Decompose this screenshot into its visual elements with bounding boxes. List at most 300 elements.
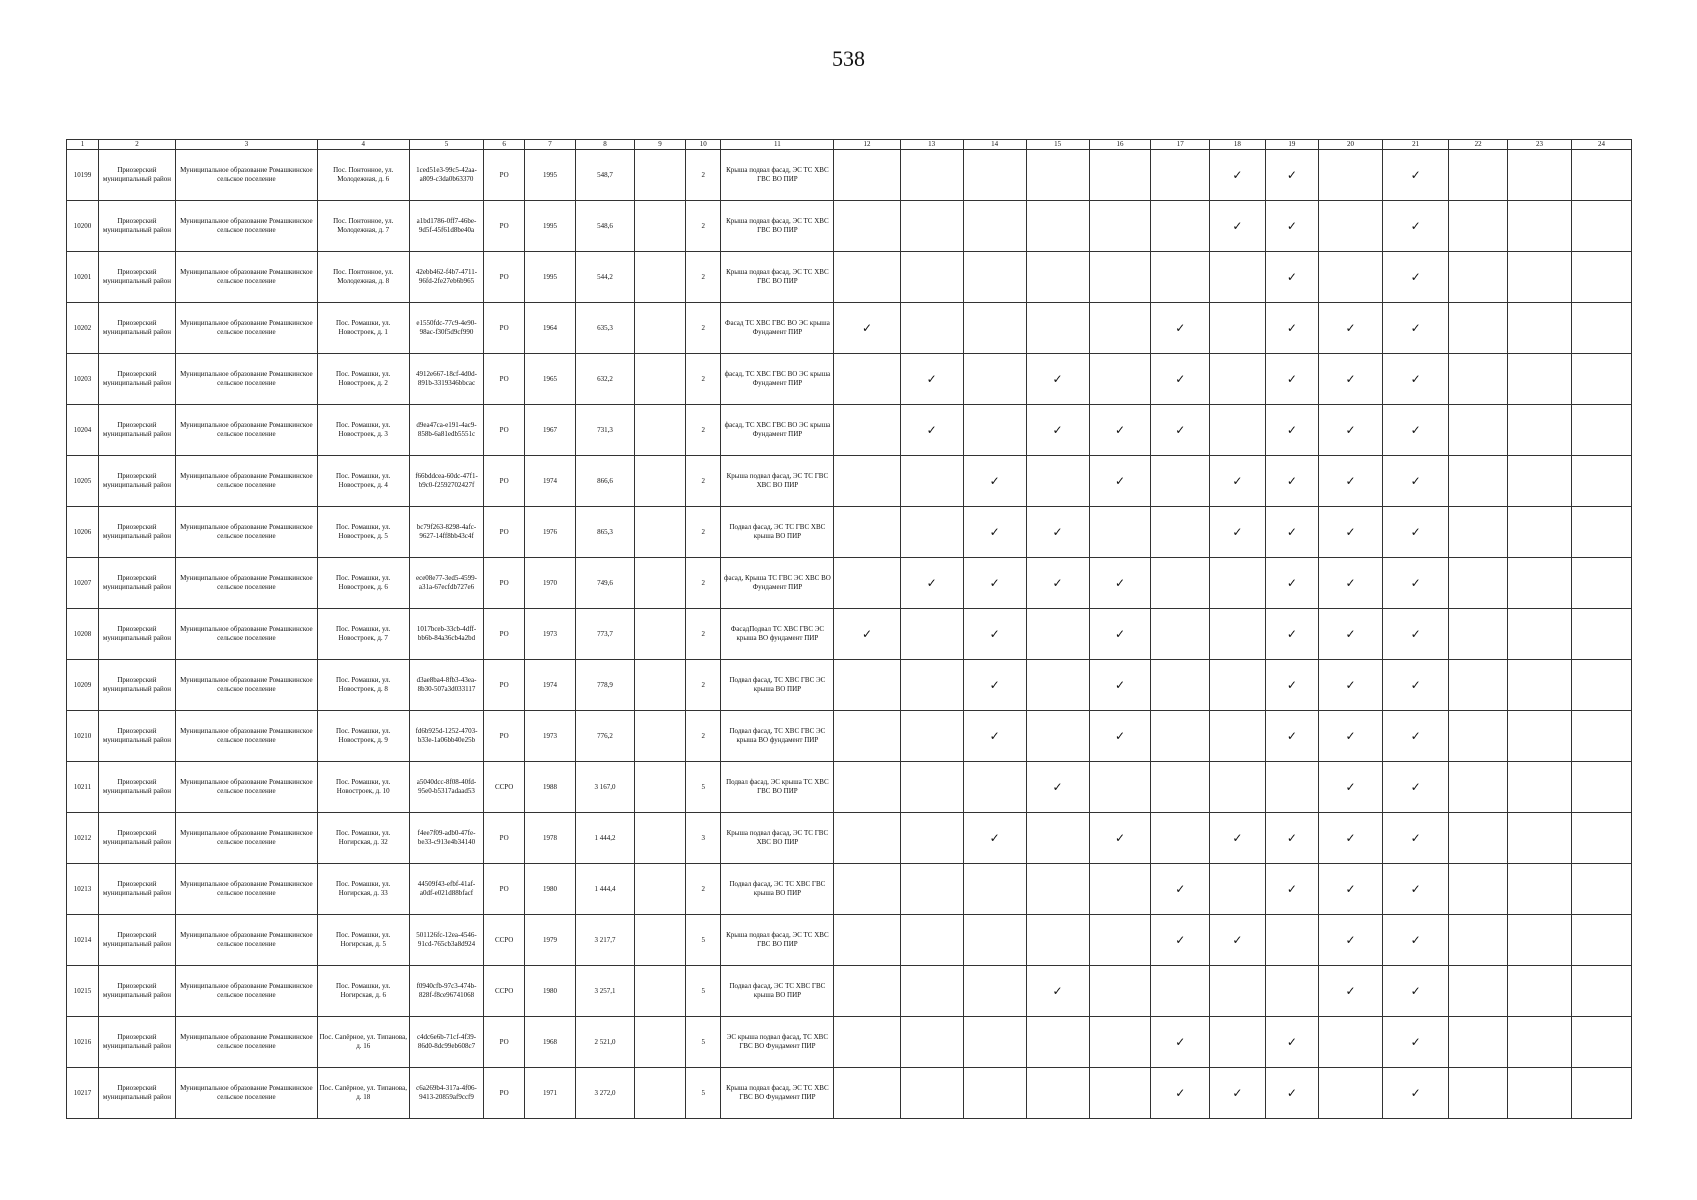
checkmark-icon: ✓ xyxy=(1052,779,1063,794)
check-cell-col-18 xyxy=(1210,660,1266,711)
district-cell: Приозерский муниципальный район xyxy=(99,915,176,966)
guid-cell: bc79f263-8298-4afc-9627-14ff8bb43c4f xyxy=(409,507,484,558)
check-cell-col-24 xyxy=(1572,660,1632,711)
guid-cell: 1017bceb-33cb-4dff-bb6b-84a36cb4a2bd xyxy=(409,609,484,660)
checkmark-icon: ✓ xyxy=(1410,524,1421,539)
check-cell-col-19 xyxy=(1265,1068,1318,1119)
guid-cell: f0940cfb-97c3-474b-828f-f8ce96741068 xyxy=(409,966,484,1017)
works-cell: Подвал фасад, ТС ХВС ГВС ЭС крыша ВО фундамент ПИР xyxy=(721,711,834,762)
check-cell-col-12 xyxy=(834,966,900,1017)
check-cell-col-13 xyxy=(900,303,963,354)
row-id-cell: 10217 xyxy=(67,1068,99,1119)
checkmark-icon: ✓ xyxy=(1410,626,1421,641)
guid-cell: a1bd1786-0ff7-46be-9d5f-45f61d8be40a xyxy=(409,201,484,252)
check-cell-col-16 xyxy=(1089,864,1151,915)
guid-cell: d3ae8ba4-8fb3-43ea-8b30-507a3d033117 xyxy=(409,660,484,711)
check-cell-col-20 xyxy=(1319,1068,1383,1119)
floors-cell: 2 xyxy=(686,864,721,915)
check-cell-col-21 xyxy=(1383,303,1449,354)
check-cell-col-13 xyxy=(900,660,963,711)
check-cell-col-22 xyxy=(1449,609,1508,660)
year-cell: 1988 xyxy=(524,762,575,813)
guid-cell: ece08e77-3ed5-4599-a31a-67ecfdb727e6 xyxy=(409,558,484,609)
check-cell-col-21 xyxy=(1383,1017,1449,1068)
address-cell: Пос. Ромашки, ул. Ногирская, д. 32 xyxy=(317,813,409,864)
checkmark-icon: ✓ xyxy=(1345,422,1356,437)
check-cell-col-21 xyxy=(1383,711,1449,762)
column-9-cell xyxy=(634,201,685,252)
checkmark-icon: ✓ xyxy=(1232,1085,1243,1100)
works-cell: Крыша подвал фасад, ЭС ТС ГВС ХВС ВО ПИР xyxy=(721,456,834,507)
check-cell-col-21 xyxy=(1383,354,1449,405)
table-row xyxy=(67,915,1632,966)
checkmark-icon: ✓ xyxy=(1286,626,1297,641)
works-cell: фасад, ТС ХВС ГВС ВО ЭС крыша Фундамент ПИР xyxy=(721,405,834,456)
column-9-cell xyxy=(634,966,685,1017)
works-cell: Крыша подвал фасад, ЭС ТС ХВС ГВС ВО ПИР xyxy=(721,201,834,252)
check-cell-col-17 xyxy=(1151,1068,1210,1119)
check-cell-col-16 xyxy=(1089,507,1151,558)
table-row xyxy=(67,150,1632,201)
year-cell: 1967 xyxy=(524,405,575,456)
year-cell: 1974 xyxy=(524,660,575,711)
check-cell-col-20 xyxy=(1319,507,1383,558)
check-cell-col-20 xyxy=(1319,150,1383,201)
check-cell-col-17 xyxy=(1151,966,1210,1017)
checkmark-icon: ✓ xyxy=(1232,830,1243,845)
check-cell-col-17 xyxy=(1151,354,1210,405)
check-cell-col-12 xyxy=(834,762,900,813)
check-cell-col-15 xyxy=(1026,1068,1089,1119)
check-cell-col-15 xyxy=(1026,1017,1089,1068)
column-number-13: 13 xyxy=(900,140,963,150)
check-cell-col-14 xyxy=(963,150,1026,201)
district-cell: Приозерский муниципальный район xyxy=(99,456,176,507)
area-cell: 635,3 xyxy=(576,303,635,354)
column-number-19: 19 xyxy=(1265,140,1318,150)
column-9-cell xyxy=(634,405,685,456)
check-cell-col-22 xyxy=(1449,456,1508,507)
row-id-cell: 10212 xyxy=(67,813,99,864)
check-cell-col-14 xyxy=(963,966,1026,1017)
checkmark-icon: ✓ xyxy=(1345,830,1356,845)
checkmark-icon: ✓ xyxy=(989,677,1000,692)
row-id-cell: 10210 xyxy=(67,711,99,762)
area-cell: 548,6 xyxy=(576,201,635,252)
column-number-1: 1 xyxy=(67,140,99,150)
check-cell-col-21 xyxy=(1383,966,1449,1017)
check-cell-col-19 xyxy=(1265,507,1318,558)
works-cell: Крыша подвал фасад, ЭС ТС ХВС ГВС ВО ПИР xyxy=(721,252,834,303)
table-row xyxy=(67,1068,1632,1119)
check-cell-col-21 xyxy=(1383,1068,1449,1119)
check-cell-col-24 xyxy=(1572,915,1632,966)
municipality-cell: Муниципальное образование Ромашкинское сельское поселение xyxy=(175,507,317,558)
check-cell-col-18 xyxy=(1210,405,1266,456)
check-cell-col-16 xyxy=(1089,1068,1151,1119)
check-cell-col-16 xyxy=(1089,813,1151,864)
check-cell-col-14 xyxy=(963,507,1026,558)
check-cell-col-17 xyxy=(1151,813,1210,864)
checkmark-icon: ✓ xyxy=(1410,983,1421,998)
check-cell-col-15 xyxy=(1026,456,1089,507)
area-cell: 773,7 xyxy=(576,609,635,660)
column-9-cell xyxy=(634,864,685,915)
page-number: 538 xyxy=(832,46,865,71)
district-cell: Приозерский муниципальный район xyxy=(99,711,176,762)
floors-cell: 2 xyxy=(686,507,721,558)
table-row xyxy=(67,558,1632,609)
check-cell-col-18 xyxy=(1210,507,1266,558)
check-cell-col-17 xyxy=(1151,609,1210,660)
check-cell-col-24 xyxy=(1572,150,1632,201)
check-cell-col-17 xyxy=(1151,405,1210,456)
check-cell-col-21 xyxy=(1383,150,1449,201)
check-cell-col-16 xyxy=(1089,201,1151,252)
check-cell-col-13 xyxy=(900,150,963,201)
check-cell-col-22 xyxy=(1449,711,1508,762)
check-cell-col-13 xyxy=(900,252,963,303)
type-cell: РО xyxy=(484,1068,525,1119)
column-number-22: 22 xyxy=(1449,140,1508,150)
column-number-16: 16 xyxy=(1089,140,1151,150)
checkmark-icon: ✓ xyxy=(1286,575,1297,590)
floors-cell: 2 xyxy=(686,150,721,201)
guid-cell: f4ee7f09-adb0-47fe-be33-c913e4b34140 xyxy=(409,813,484,864)
check-cell-col-23 xyxy=(1507,609,1571,660)
row-id-cell: 10214 xyxy=(67,915,99,966)
address-cell: Пос. Ромашки, ул. Ногирская, д. 6 xyxy=(317,966,409,1017)
check-cell-col-21 xyxy=(1383,456,1449,507)
checkmark-icon: ✓ xyxy=(1286,728,1297,743)
row-id-cell: 10215 xyxy=(67,966,99,1017)
column-number-14: 14 xyxy=(963,140,1026,150)
type-cell: РО xyxy=(484,201,525,252)
checkmark-icon: ✓ xyxy=(1345,626,1356,641)
check-cell-col-13 xyxy=(900,1017,963,1068)
check-cell-col-23 xyxy=(1507,201,1571,252)
column-number-10: 10 xyxy=(686,140,721,150)
year-cell: 1978 xyxy=(524,813,575,864)
check-cell-col-15 xyxy=(1026,303,1089,354)
check-cell-col-20 xyxy=(1319,252,1383,303)
check-cell-col-20 xyxy=(1319,711,1383,762)
checkmark-icon: ✓ xyxy=(1114,575,1126,590)
column-9-cell xyxy=(634,762,685,813)
check-cell-col-17 xyxy=(1151,201,1210,252)
check-cell-col-13 xyxy=(900,405,963,456)
municipality-cell: Муниципальное образование Ромашкинское сельское поселение xyxy=(175,711,317,762)
year-cell: 1973 xyxy=(524,609,575,660)
checkmark-icon: ✓ xyxy=(1114,422,1126,437)
checkmark-icon: ✓ xyxy=(1114,473,1126,488)
column-9-cell xyxy=(634,507,685,558)
check-cell-col-16 xyxy=(1089,915,1151,966)
district-cell: Приозерский муниципальный район xyxy=(99,864,176,915)
column-number-4: 4 xyxy=(317,140,409,150)
check-cell-col-13 xyxy=(900,915,963,966)
checkmark-icon: ✓ xyxy=(1345,371,1356,386)
municipality-cell: Муниципальное образование Ромашкинское сельское поселение xyxy=(175,303,317,354)
check-cell-col-13 xyxy=(900,507,963,558)
checkmark-icon: ✓ xyxy=(1345,320,1356,335)
registry-table xyxy=(66,139,1632,1119)
check-cell-col-22 xyxy=(1449,762,1508,813)
checkmark-icon: ✓ xyxy=(1410,932,1421,947)
address-cell: Пос. Ромашки, ул. Новостроек, д. 10 xyxy=(317,762,409,813)
check-cell-col-20 xyxy=(1319,813,1383,864)
floors-cell: 3 xyxy=(686,813,721,864)
check-cell-col-24 xyxy=(1572,303,1632,354)
check-cell-col-15 xyxy=(1026,915,1089,966)
check-cell-col-13 xyxy=(900,456,963,507)
row-id-cell: 10203 xyxy=(67,354,99,405)
check-cell-col-17 xyxy=(1151,252,1210,303)
address-cell: Пос. Ромашки, ул. Новостроек, д. 7 xyxy=(317,609,409,660)
area-cell: 632,2 xyxy=(576,354,635,405)
check-cell-col-18 xyxy=(1210,915,1266,966)
check-cell-col-16 xyxy=(1089,354,1151,405)
check-cell-col-23 xyxy=(1507,966,1571,1017)
table-row xyxy=(67,1017,1632,1068)
checkmark-icon: ✓ xyxy=(1286,320,1297,335)
works-cell: Подвал фасад, ЭС ТС ГВС ХВС крыша ВО ПИР xyxy=(721,507,834,558)
municipality-cell: Муниципальное образование Ромашкинское сельское поселение xyxy=(175,252,317,303)
check-cell-col-19 xyxy=(1265,558,1318,609)
district-cell: Приозерский муниципальный район xyxy=(99,405,176,456)
type-cell: РО xyxy=(484,864,525,915)
check-cell-col-14 xyxy=(963,609,1026,660)
checkmark-icon: ✓ xyxy=(1410,218,1421,233)
check-cell-col-14 xyxy=(963,252,1026,303)
floors-cell: 5 xyxy=(686,966,721,1017)
check-cell-col-13 xyxy=(900,558,963,609)
checkmark-icon: ✓ xyxy=(1175,932,1186,947)
check-cell-col-16 xyxy=(1089,966,1151,1017)
area-cell: 776,2 xyxy=(576,711,635,762)
check-cell-col-24 xyxy=(1572,456,1632,507)
municipality-cell: Муниципальное образование Ромашкинское сельское поселение xyxy=(175,966,317,1017)
row-id-cell: 10207 xyxy=(67,558,99,609)
guid-cell: 42ebb462-f4b7-4711-96fd-2fe27eb6b965 xyxy=(409,252,484,303)
checkmark-icon: ✓ xyxy=(1345,524,1356,539)
check-cell-col-21 xyxy=(1383,864,1449,915)
floors-cell: 5 xyxy=(686,762,721,813)
year-cell: 1995 xyxy=(524,201,575,252)
column-9-cell xyxy=(634,813,685,864)
checkmark-icon: ✓ xyxy=(989,473,1000,488)
table-row xyxy=(67,456,1632,507)
checkmark-icon: ✓ xyxy=(1410,371,1421,386)
check-cell-col-18 xyxy=(1210,813,1266,864)
floors-cell: 2 xyxy=(686,405,721,456)
column-number-8: 8 xyxy=(576,140,635,150)
guid-cell: 501126fc-12ea-4546-91cd-765cb3a8d924 xyxy=(409,915,484,966)
check-cell-col-19 xyxy=(1265,915,1318,966)
checkmark-icon: ✓ xyxy=(1175,320,1186,335)
check-cell-col-21 xyxy=(1383,762,1449,813)
check-cell-col-14 xyxy=(963,762,1026,813)
municipality-cell: Муниципальное образование Ромашкинское сельское поселение xyxy=(175,150,317,201)
table-row xyxy=(67,201,1632,252)
check-cell-col-13 xyxy=(900,1068,963,1119)
year-cell: 1973 xyxy=(524,711,575,762)
check-cell-col-21 xyxy=(1383,252,1449,303)
checkmark-icon: ✓ xyxy=(1175,371,1186,386)
area-cell: 1 444,2 xyxy=(576,813,635,864)
type-cell: ССРО xyxy=(484,966,525,1017)
column-number-24: 24 xyxy=(1572,140,1632,150)
checkmark-icon: ✓ xyxy=(1345,779,1356,794)
check-cell-col-18 xyxy=(1210,201,1266,252)
column-9-cell xyxy=(634,150,685,201)
check-cell-col-23 xyxy=(1507,303,1571,354)
checkmark-icon: ✓ xyxy=(1345,728,1356,743)
column-9-cell xyxy=(634,354,685,405)
column-9-cell xyxy=(634,711,685,762)
table-row xyxy=(67,252,1632,303)
check-cell-col-14 xyxy=(963,813,1026,864)
address-cell: Пос. Понтонное, ул. Молодежная, д. 6 xyxy=(317,150,409,201)
check-cell-col-23 xyxy=(1507,507,1571,558)
address-cell: Пос. Ромашки, ул. Новостроек, д. 5 xyxy=(317,507,409,558)
check-cell-col-12 xyxy=(834,660,900,711)
district-cell: Приозерский муниципальный район xyxy=(99,762,176,813)
check-cell-col-22 xyxy=(1449,966,1508,1017)
guid-cell: a5040dcc-8f08-40fd-95e0-b5317adaad53 xyxy=(409,762,484,813)
check-cell-col-19 xyxy=(1265,303,1318,354)
check-cell-col-19 xyxy=(1265,150,1318,201)
check-cell-col-14 xyxy=(963,456,1026,507)
check-cell-col-20 xyxy=(1319,609,1383,660)
district-cell: Приозерский муниципальный район xyxy=(99,201,176,252)
district-cell: Приозерский муниципальный район xyxy=(99,150,176,201)
checkmark-icon: ✓ xyxy=(1114,830,1126,845)
check-cell-col-16 xyxy=(1089,609,1151,660)
checkmark-icon: ✓ xyxy=(1345,932,1356,947)
row-id-cell: 10208 xyxy=(67,609,99,660)
table-row xyxy=(67,660,1632,711)
column-number-18: 18 xyxy=(1210,140,1266,150)
column-number-12: 12 xyxy=(834,140,900,150)
check-cell-col-13 xyxy=(900,813,963,864)
column-9-cell xyxy=(634,303,685,354)
check-cell-col-16 xyxy=(1089,711,1151,762)
area-cell: 544,2 xyxy=(576,252,635,303)
check-cell-col-23 xyxy=(1507,1068,1571,1119)
check-cell-col-12 xyxy=(834,201,900,252)
row-id-cell: 10205 xyxy=(67,456,99,507)
check-cell-col-24 xyxy=(1572,813,1632,864)
checkmark-icon: ✓ xyxy=(926,371,937,386)
check-cell-col-23 xyxy=(1507,864,1571,915)
check-cell-col-20 xyxy=(1319,303,1383,354)
checkmark-icon: ✓ xyxy=(1114,626,1126,641)
checkmark-icon: ✓ xyxy=(1052,371,1063,386)
column-9-cell xyxy=(634,609,685,660)
check-cell-col-23 xyxy=(1507,1017,1571,1068)
check-cell-col-24 xyxy=(1572,405,1632,456)
municipality-cell: Муниципальное образование Ромашкинское сельское поселение xyxy=(175,762,317,813)
floors-cell: 5 xyxy=(686,1017,721,1068)
check-cell-col-15 xyxy=(1026,762,1089,813)
checkmark-icon: ✓ xyxy=(1052,575,1063,590)
district-cell: Приозерский муниципальный район xyxy=(99,1068,176,1119)
check-cell-col-18 xyxy=(1210,864,1266,915)
municipality-cell: Муниципальное образование Ромашкинское сельское поселение xyxy=(175,201,317,252)
check-cell-col-17 xyxy=(1151,762,1210,813)
district-cell: Приозерский муниципальный район xyxy=(99,558,176,609)
checkmark-icon: ✓ xyxy=(1052,983,1063,998)
address-cell: Пос. Сапёрное, ул. Типанова, д. 18 xyxy=(317,1068,409,1119)
check-cell-col-12 xyxy=(834,1017,900,1068)
checkmark-icon: ✓ xyxy=(1175,1034,1186,1049)
check-cell-col-15 xyxy=(1026,813,1089,864)
check-cell-col-19 xyxy=(1265,813,1318,864)
floors-cell: 2 xyxy=(686,609,721,660)
check-cell-col-14 xyxy=(963,864,1026,915)
column-9-cell xyxy=(634,1017,685,1068)
checkmark-icon: ✓ xyxy=(1410,1085,1421,1100)
table-row xyxy=(67,354,1632,405)
check-cell-col-18 xyxy=(1210,150,1266,201)
type-cell: РО xyxy=(484,252,525,303)
check-cell-col-13 xyxy=(900,354,963,405)
checkmark-icon: ✓ xyxy=(1286,473,1297,488)
address-cell: Пос. Ромашки, ул. Новостроек, д. 8 xyxy=(317,660,409,711)
area-cell: 3 167,0 xyxy=(576,762,635,813)
checkmark-icon: ✓ xyxy=(1175,881,1186,896)
municipality-cell: Муниципальное образование Ромашкинское сельское поселение xyxy=(175,405,317,456)
check-cell-col-17 xyxy=(1151,150,1210,201)
district-cell: Приозерский муниципальный район xyxy=(99,354,176,405)
type-cell: РО xyxy=(484,405,525,456)
checkmark-icon: ✓ xyxy=(989,626,1000,641)
floors-cell: 2 xyxy=(686,201,721,252)
column-number-7: 7 xyxy=(524,140,575,150)
address-cell: Пос. Понтонное, ул. Молодежная, д. 8 xyxy=(317,252,409,303)
check-cell-col-16 xyxy=(1089,405,1151,456)
check-cell-col-22 xyxy=(1449,813,1508,864)
floors-cell: 2 xyxy=(686,303,721,354)
area-cell: 731,3 xyxy=(576,405,635,456)
checkmark-icon: ✓ xyxy=(989,728,1000,743)
checkmark-icon: ✓ xyxy=(1286,167,1297,182)
works-cell: Крыша подвал фасад, ЭС ТС ГВС ХВС ВО ПИР xyxy=(721,813,834,864)
year-cell: 1976 xyxy=(524,507,575,558)
checkmark-icon: ✓ xyxy=(926,422,937,437)
check-cell-col-12 xyxy=(834,711,900,762)
guid-cell: fd6b925d-1252-4703-b33e-1a06bb40e25b xyxy=(409,711,484,762)
checkmark-icon: ✓ xyxy=(1410,269,1421,284)
column-number-21: 21 xyxy=(1383,140,1449,150)
check-cell-col-12 xyxy=(834,252,900,303)
check-cell-col-18 xyxy=(1210,609,1266,660)
checkmark-icon: ✓ xyxy=(1286,1085,1297,1100)
works-cell: фасад, Крыша ТС ГВС ЭС ХВС ВО Фундамент ПИР xyxy=(721,558,834,609)
floors-cell: 2 xyxy=(686,711,721,762)
check-cell-col-23 xyxy=(1507,150,1571,201)
table-row xyxy=(67,711,1632,762)
address-cell: Пос. Ромашки, ул. Новостроек, д. 2 xyxy=(317,354,409,405)
checkmark-icon: ✓ xyxy=(1410,728,1421,743)
year-cell: 1995 xyxy=(524,150,575,201)
column-9-cell xyxy=(634,456,685,507)
check-cell-col-24 xyxy=(1572,201,1632,252)
check-cell-col-23 xyxy=(1507,354,1571,405)
table-row xyxy=(67,405,1632,456)
type-cell: РО xyxy=(484,711,525,762)
